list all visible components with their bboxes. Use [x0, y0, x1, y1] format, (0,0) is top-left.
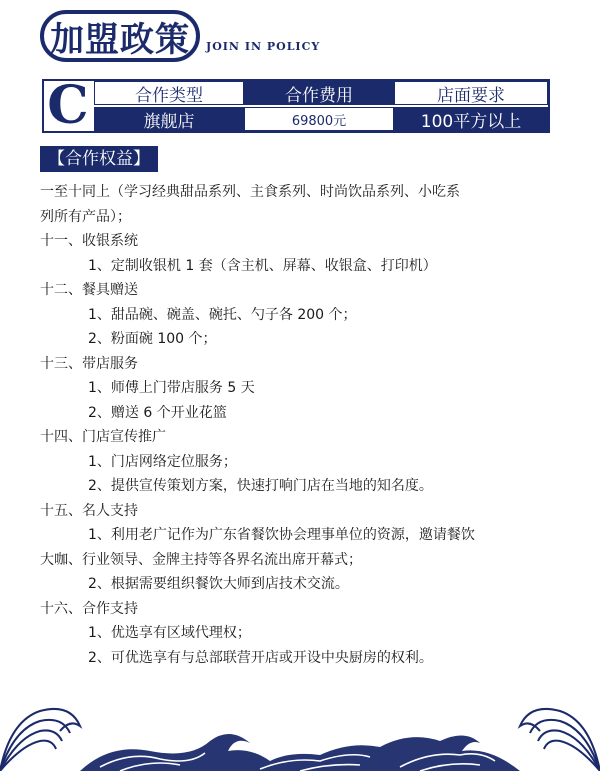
list-item: 2、根据需要组织餐饮大师到店技术交流。 — [88, 576, 349, 592]
benefits-content — [40, 180, 560, 670]
section-title: 十一、收银系统 — [40, 233, 138, 249]
list-item: 1、定制收银机 1 套（含主机、屏幕、收银盒、打印机） — [88, 257, 437, 274]
list-item: 2、提供宣传策划方案，快速打响门店在当地的知名度。 — [88, 478, 433, 494]
section-title: 十六、合作支持 — [40, 600, 138, 617]
page-subtitle: JOIN IN POLICY — [206, 40, 321, 53]
wave-decoration — [0, 681, 600, 771]
header-cell-fee: 合作费用 — [244, 81, 394, 105]
section-title: 十二、餐具赠送 — [40, 282, 138, 298]
grade-letter: C — [47, 75, 89, 136]
list-item: 2、粉面碗 100 个； — [88, 331, 217, 347]
list-item: 1、门店网络定位服务； — [88, 453, 237, 470]
title-banner — [40, 10, 200, 62]
list-item: 1、甜品碗、碗盖、碗托、勺子各 200 个； — [88, 306, 357, 323]
list-item: 2、可优选享有与总部联营开店或开设中央厨房的权利。 — [88, 649, 433, 666]
value-cell-fee: 69800元 — [244, 107, 394, 131]
list-item: 1、师傅上门带店服务 5 天 — [88, 380, 255, 396]
section-title: 十五、名人支持 — [40, 502, 138, 519]
section-title: 十四、门店宣传推广 — [40, 429, 166, 445]
list-item: 2、赠送 6 个开业花篮 — [88, 404, 227, 421]
value-cell-type: 旗舰店 — [94, 107, 244, 131]
section-title: 十三、带店服务 — [40, 355, 138, 372]
intro-line: 列所有产品）； — [40, 208, 131, 225]
list-item: 1、优选享有区域代理权； — [88, 625, 251, 641]
list-item: 1、利用老广记作为广东省餐饮协会理事单位的资源，邀请餐饮 — [88, 527, 475, 543]
list-item-wrap: 大咖、行业领导、金牌主持等各界名流出席开幕式； — [40, 551, 362, 568]
header-cell-store: 店面要求 — [394, 81, 548, 105]
benefits-heading: 【合作权益】 — [40, 146, 158, 172]
value-cell-store: 100平方以上 — [394, 107, 548, 131]
cooperation-type-table — [42, 75, 550, 136]
header-cell-type: 合作类型 — [94, 81, 244, 105]
page-title: 加盟政策 — [50, 19, 190, 60]
intro-line: 一至十同上（学习经典甜品系列、主食系列、时尚饮品系列、小吃系 — [40, 184, 460, 200]
